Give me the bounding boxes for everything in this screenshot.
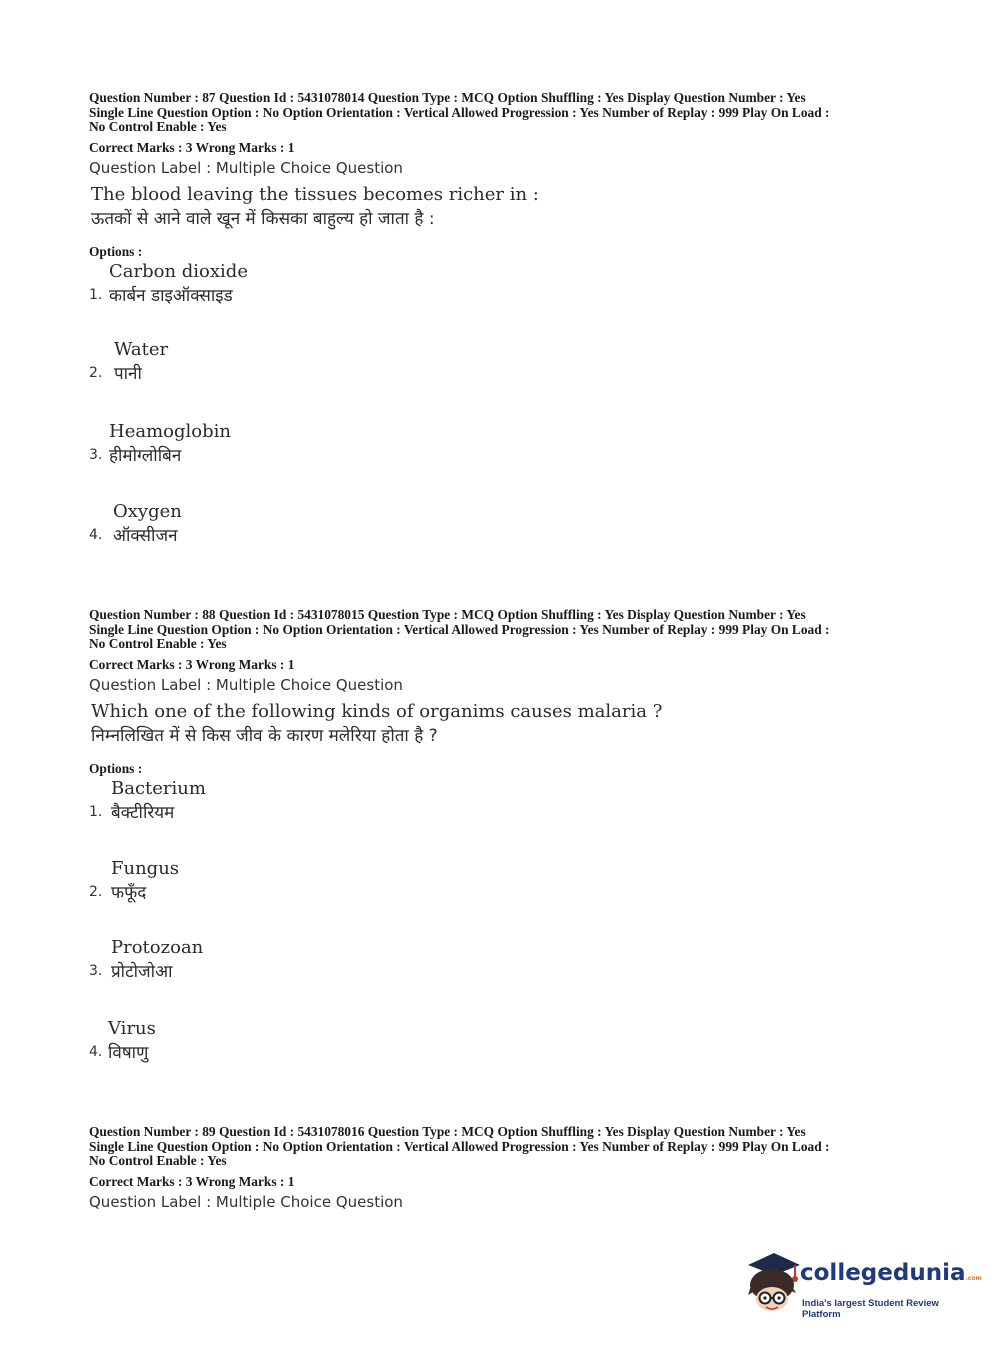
option-item[interactable] [89, 259, 919, 337]
option-text-hi: पानी [114, 363, 142, 384]
question-text-en: Which one of the following kinds of organims causes malaria ? [91, 700, 663, 722]
options-heading: Options : [89, 760, 143, 776]
option-number: 4. [89, 526, 103, 543]
question-text-en: The blood leaving the tissues becomes richer in : [91, 183, 539, 205]
meta-line: No Control Enable : Yes [89, 119, 227, 134]
option-text-hi: विषाणु [108, 1042, 149, 1063]
option-number: 2. [89, 364, 103, 381]
question-text [91, 182, 919, 232]
meta-line: Single Line Question Option : No Option Orientation : Vertical Allowed Progression : Yes Number of Replay : 999 Play On Load : [89, 621, 830, 637]
question-marks: Correct Marks : 3 Wrong Marks : 1 [89, 139, 295, 155]
option-text-en: Fungus [111, 857, 180, 879]
options-list [89, 776, 919, 1076]
option-text-hi: बैक्टीरियम [111, 802, 175, 823]
logo-domain-suffix: .com [965, 1275, 982, 1282]
option-text-en: Bacterium [111, 777, 206, 799]
option-text-en: Virus [108, 1017, 156, 1039]
option-number: 3. [89, 446, 103, 463]
meta-line: Question Number : 88 Question Id : 5431078015 Question Type : MCQ Option Shuffling : Yes Display Question Number : Yes [89, 607, 806, 622]
question-label: Question Label : Multiple Choice Question [89, 675, 403, 694]
option-text-en: Water [114, 338, 169, 360]
meta-line: No Control Enable : Yes [89, 1153, 227, 1168]
meta-line: Single Line Question Option : No Option Orientation : Vertical Allowed Progression : Yes Number of Replay : 999 Play On Load : [89, 1138, 830, 1154]
option-text-en: Heamoglobin [109, 420, 231, 442]
option-item[interactable] [89, 856, 919, 935]
option-number: 1. [89, 803, 103, 820]
logo-wordmark: collegedunia.com [800, 1260, 982, 1286]
option-number: 1. [89, 286, 103, 303]
option-text-en: Carbon dioxide [109, 260, 248, 282]
option-text-hi: प्रोटोजोआ [111, 961, 173, 982]
option-text-en: Protozoan [111, 936, 204, 958]
option-text-hi: ऑक्सीजन [113, 525, 178, 546]
question-marks: Correct Marks : 3 Wrong Marks : 1 [89, 656, 295, 672]
option-item[interactable] [89, 337, 919, 419]
question-marks: Correct Marks : 3 Wrong Marks : 1 [89, 1173, 295, 1189]
option-number: 2. [89, 883, 103, 900]
option-text-hi: फफूँद [111, 882, 147, 903]
options-heading: Options : [89, 243, 143, 259]
question-text-hi: निम्नलिखित में से किस जीव के कारण मलेरिया होता है ? [91, 725, 438, 746]
question-label: Question Label : Multiple Choice Question [89, 1192, 403, 1211]
question-text-hi: ऊतकों से आने वाले खून में किसका बाहुल्य हो जाता है : [91, 208, 435, 229]
meta-line: Question Number : 89 Question Id : 5431078016 Question Type : MCQ Option Shuffling : Yes Display Question Number : Yes [89, 1124, 806, 1139]
question-text [91, 699, 919, 749]
option-number: 3. [89, 962, 103, 979]
option-item[interactable] [89, 419, 919, 499]
meta-line: Single Line Question Option : No Option Orientation : Vertical Allowed Progression : Yes Number of Replay : 999 Play On Load : [89, 104, 830, 120]
question-block-89 [89, 1125, 919, 1212]
meta-line: Question Number : 87 Question Id : 5431078014 Question Type : MCQ Option Shuffling : Yes Display Question Number : Yes [89, 90, 806, 105]
meta-line: No Control Enable : Yes [89, 636, 227, 651]
option-item[interactable] [89, 776, 919, 856]
logo-tagline: India's largest Student Review Platform [802, 1298, 939, 1320]
collegedunia-logo [744, 1249, 982, 1320]
options-list [89, 259, 919, 559]
option-item[interactable] [89, 1016, 919, 1076]
question-label: Question Label : Multiple Choice Question [89, 158, 403, 177]
question-block-87 [89, 91, 919, 559]
option-number: 4. [89, 1043, 103, 1060]
question-meta [89, 608, 919, 652]
question-meta [89, 91, 919, 135]
question-block-88 [89, 608, 919, 1076]
option-text-hi: कार्बन डाइऑक्साइड [109, 285, 233, 306]
option-item[interactable] [89, 499, 919, 559]
option-item[interactable] [89, 935, 919, 1016]
option-text-en: Oxygen [113, 500, 182, 522]
option-text-hi: हीमोग्लोबिन [109, 445, 182, 466]
mascot-graduate-icon [744, 1249, 802, 1315]
question-meta [89, 1125, 919, 1169]
